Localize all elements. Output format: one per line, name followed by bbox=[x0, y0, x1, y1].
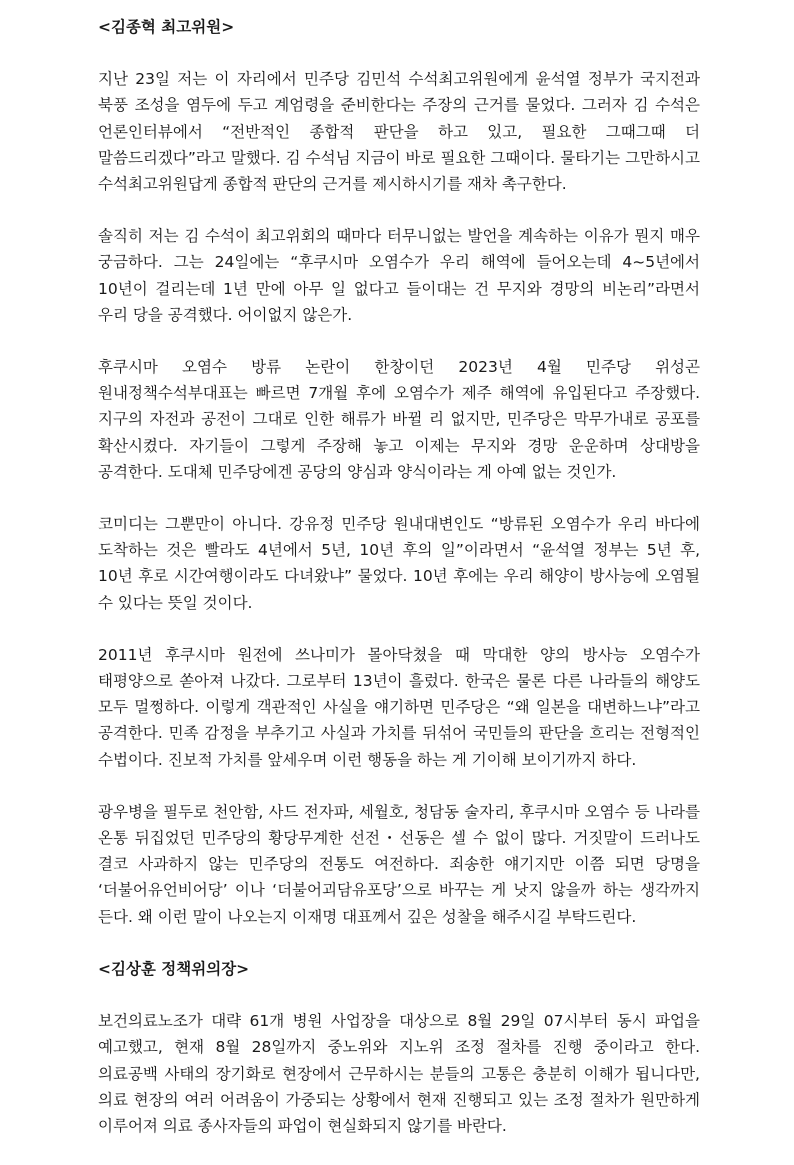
paragraph: 2011년 후쿠시마 원전에 쓰나미가 몰아닥쳤을 때 막대한 양의 방사능 오염수가 태평양으로 쏟아져 나갔다. 그로부터 13년이 흘렀다. 한국은 물론 다른 나라들의 해양도 모두 멀쩡하다. 이렇게 객관적인 사실을 얘기하면 민주당은 “왜 일본을 대변하느냐”라고 공격한다. 민족 감정을 부추기고 사실과 가치를 뒤섞어 국민들의 판단을 흐리는 전형적인 수법이다. 진보적 가치를 앞세우며 이런 행동을 하는 게 기이해 보이기까지 하다. bbox=[98, 645, 700, 769]
section-heading: <김상훈 정책위의장> bbox=[98, 959, 250, 978]
paragraph: 솔직히 저는 김 수석이 최고위회의 때마다 터무니없는 발언을 계속하는 이유가 뭔지 매우 궁금하다. 그는 24일에는 “후쿠시마 오염수가 우리 해역에 들어오는데 4~5년에서 10년이 걸리는데 1년 만에 아무 일 없다고 들이대는 건 무지와 경망의 비논리”라면서 우리 당을 공격했다. 어이없지 않은가. bbox=[98, 227, 700, 324]
paragraph: 코미디는 그뿐만이 아니다. 강유정 민주당 원내대변인도 “방류된 오염수가 우리 바다에 도착하는 것은 빨라도 4년에서 5년, 10년 후의 일”이라면서 “윤석열 정부는 5년 후, 10년 후로 시간여행이라도 다녀왔냐” 물었다. 10년 후에는 우리 해양이 방사능에 오염될 수 있다는 뜻일 것이다. bbox=[98, 515, 700, 612]
document-page bbox=[98, 14, 700, 1165]
paragraph: 후쿠시마 오염수 방류 논란이 한창이던 2023년 4월 민주당 위성곤 원내정책수석부대표는 빠르면 7개월 후에 오염수가 제주 해역에 유입된다고 주장했다. 지구의 자전과 공전이 그대로 인한 해류가 바뀔 리 없지만, 민주당은 막무가내로 공포를 확산시켰다. 자기들이 그렇게 주장해 놓고 이제는 무지와 경망 운운하며 상대방을 공격한다. 도대체 민주당에겐 공당의 양심과 양식이라는 게 아예 없는 것인가. bbox=[98, 358, 700, 481]
paragraph: 보건의료노조가 대략 61개 병원 사업장을 대상으로 8월 29일 07시부터 동시 파업을 예고했고, 현재 8월 28일까지 중노위와 지노위 조정 절차를 진행 중이라고 한다. 의료공백 사태의 장기화로 현장에서 근무하시는 분들의 고통은 충분히 이해가 됩니다만, 의료 현장의 여러 어려움이 가중되는 상황에서 현재 진행되고 있는 조정 절차가 원만하게 이루어져 의료 종사자들의 파업이 현실화되지 않기를 바란다. bbox=[98, 1012, 700, 1135]
paragraph: 광우병을 필두로 천안함, 사드 전자파, 세월호, 청담동 술자리, 후쿠시마 오염수 등 나라를 온통 뒤집었던 민주당의 황당무계한 선전・선동은 셀 수 없이 많다. 거짓말이 드러나도 결코 사과하지 않는 민주당의 전통도 여전하다. 죄송한 얘기지만 이쯤 되면 당명을 ‘더불어유언비어당’ 이나 ‘더불어괴담유포당’으로 바꾸는 게 낫지 않을까 하는 생각까지 든다. 왜 이런 말이 나오는지 이재명 대표께서 깊은 성찰을 해주시길 부탁드린다. bbox=[98, 802, 700, 926]
paragraph: 지난 23일 저는 이 자리에서 민주당 김민석 수석최고위원에게 윤석열 정부가 국지전과 북풍 조성을 염두에 두고 계엄령을 준비한다는 주장의 근거를 물었다. 그러자 김 수석은 언론인터뷰에서 “전반적인 종합적 판단을 하고 있고, 필요한 그때그때 더 말씀드리겠다”라고 말했다. 김 수석님 지금이 바로 필요한 그때이다. 물타기는 그만하시고 수석최고위원답게 종합적 판단의 근거를 제시하시기를 재차 촉구한다. bbox=[98, 70, 700, 194]
section-heading: <김종혁 최고위원> bbox=[98, 18, 235, 36]
